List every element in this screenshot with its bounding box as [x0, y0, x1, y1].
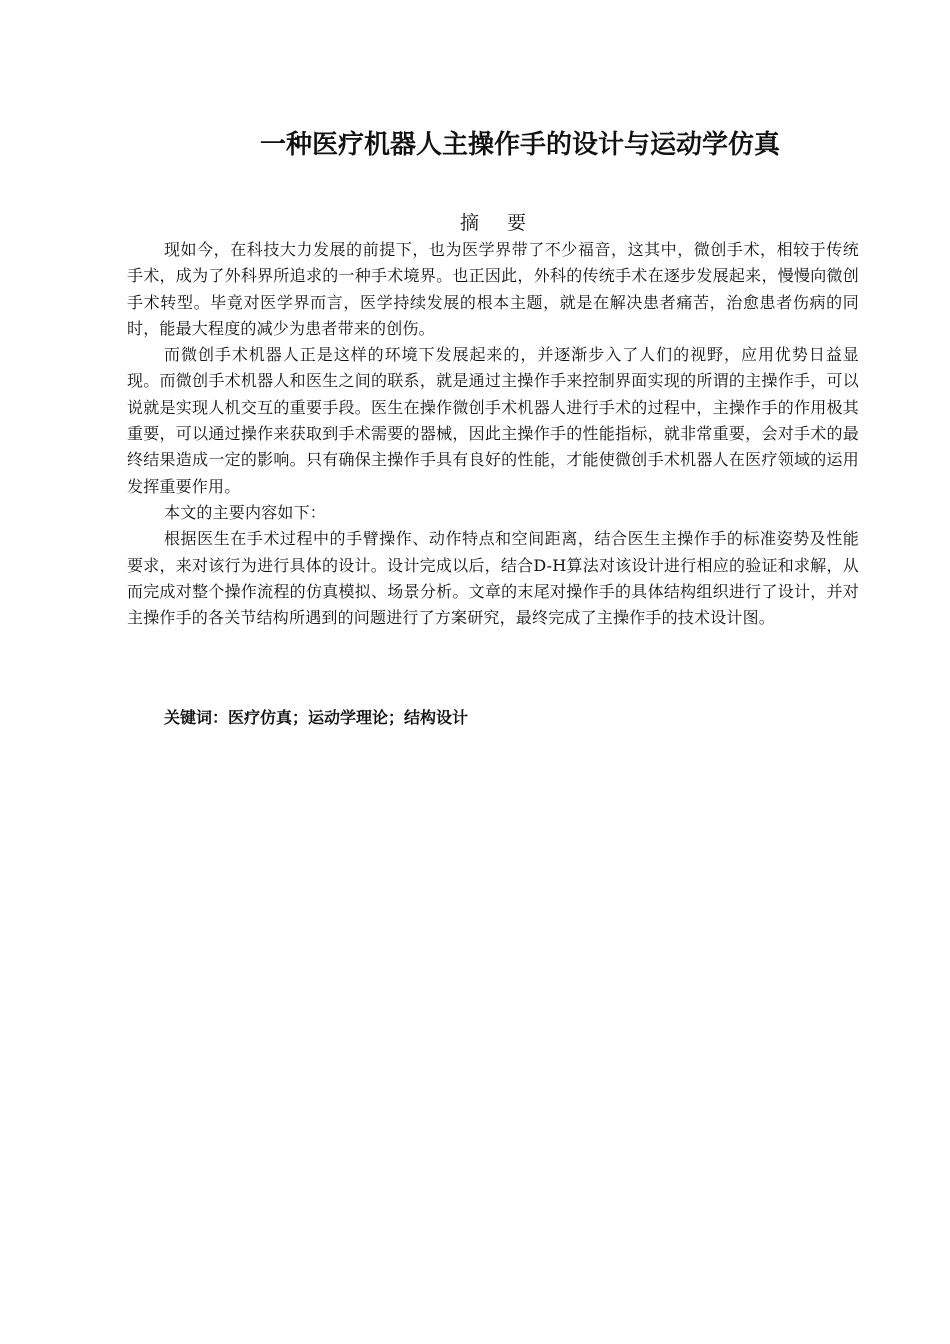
abstract-paragraph-1: 现如今，在科技大力发展的前提下，也为医学界带了不少福音，这其中，微创手术，相较于传统手术，成为了外科界所追求的一种手术境界。也正因此，外科的传统手术在逐步发展起来，慢慢向微创手术转型。毕竟对医学界而言，医学持续发展的根本主题，就是在解决患者痛苦，治愈患者伤病的同时，能最大程度的减少为患者带来的创伤。: [127, 240, 859, 338]
abstract-paragraph-3: 本文的主要内容如下：: [164, 502, 327, 522]
abstract-paragraph-2: 而微创手术机器人正是这样的环境下发展起来的，并逐渐步入了人们的视野，应用优势日益显现。而微创手术机器人和医生之间的联系，就是通过主操作手来控制界面实现的所谓的主操作手，可以说就是实现人机交互的重要手段。医生在操作微创手术机器人进行手术的过程中，主操作手的作用极其重要，可以通过操作来获取到手术需要的器械，因此主操作手的性能指标，就非常重要，会对手术的最终结果造成一定的影响。只有确保主操作手具有良好的性能，才能使微创手术机器人在医疗领域的运用发挥重要作用。: [127, 345, 859, 496]
keywords-line: 关键词：医疗仿真；运动学理论；结构设计: [164, 708, 469, 727]
page-title: 一种医疗机器人主操作手的设计与运动学仿真: [259, 130, 780, 160]
abstract-paragraph-4: 根据医生在手术过程中的手臂操作、动作特点和空间距离，结合医生主操作手的标准姿势及性能要求，来对该行为进行具体的设计。设计完成以后，结合D-H算法对该设计进行相应的验证和求解，从而完成对整个操作流程的仿真模拟、场景分析。文章的末尾对操作手的具体结构组织进行了设计，并对主操作手的各关节结构所遇到的问题进行了方案研究，最终完成了主操作手的技术设计图。: [127, 529, 859, 628]
abstract-body: [127, 237, 859, 631]
abstract-heading: 摘要: [459, 212, 554, 234]
